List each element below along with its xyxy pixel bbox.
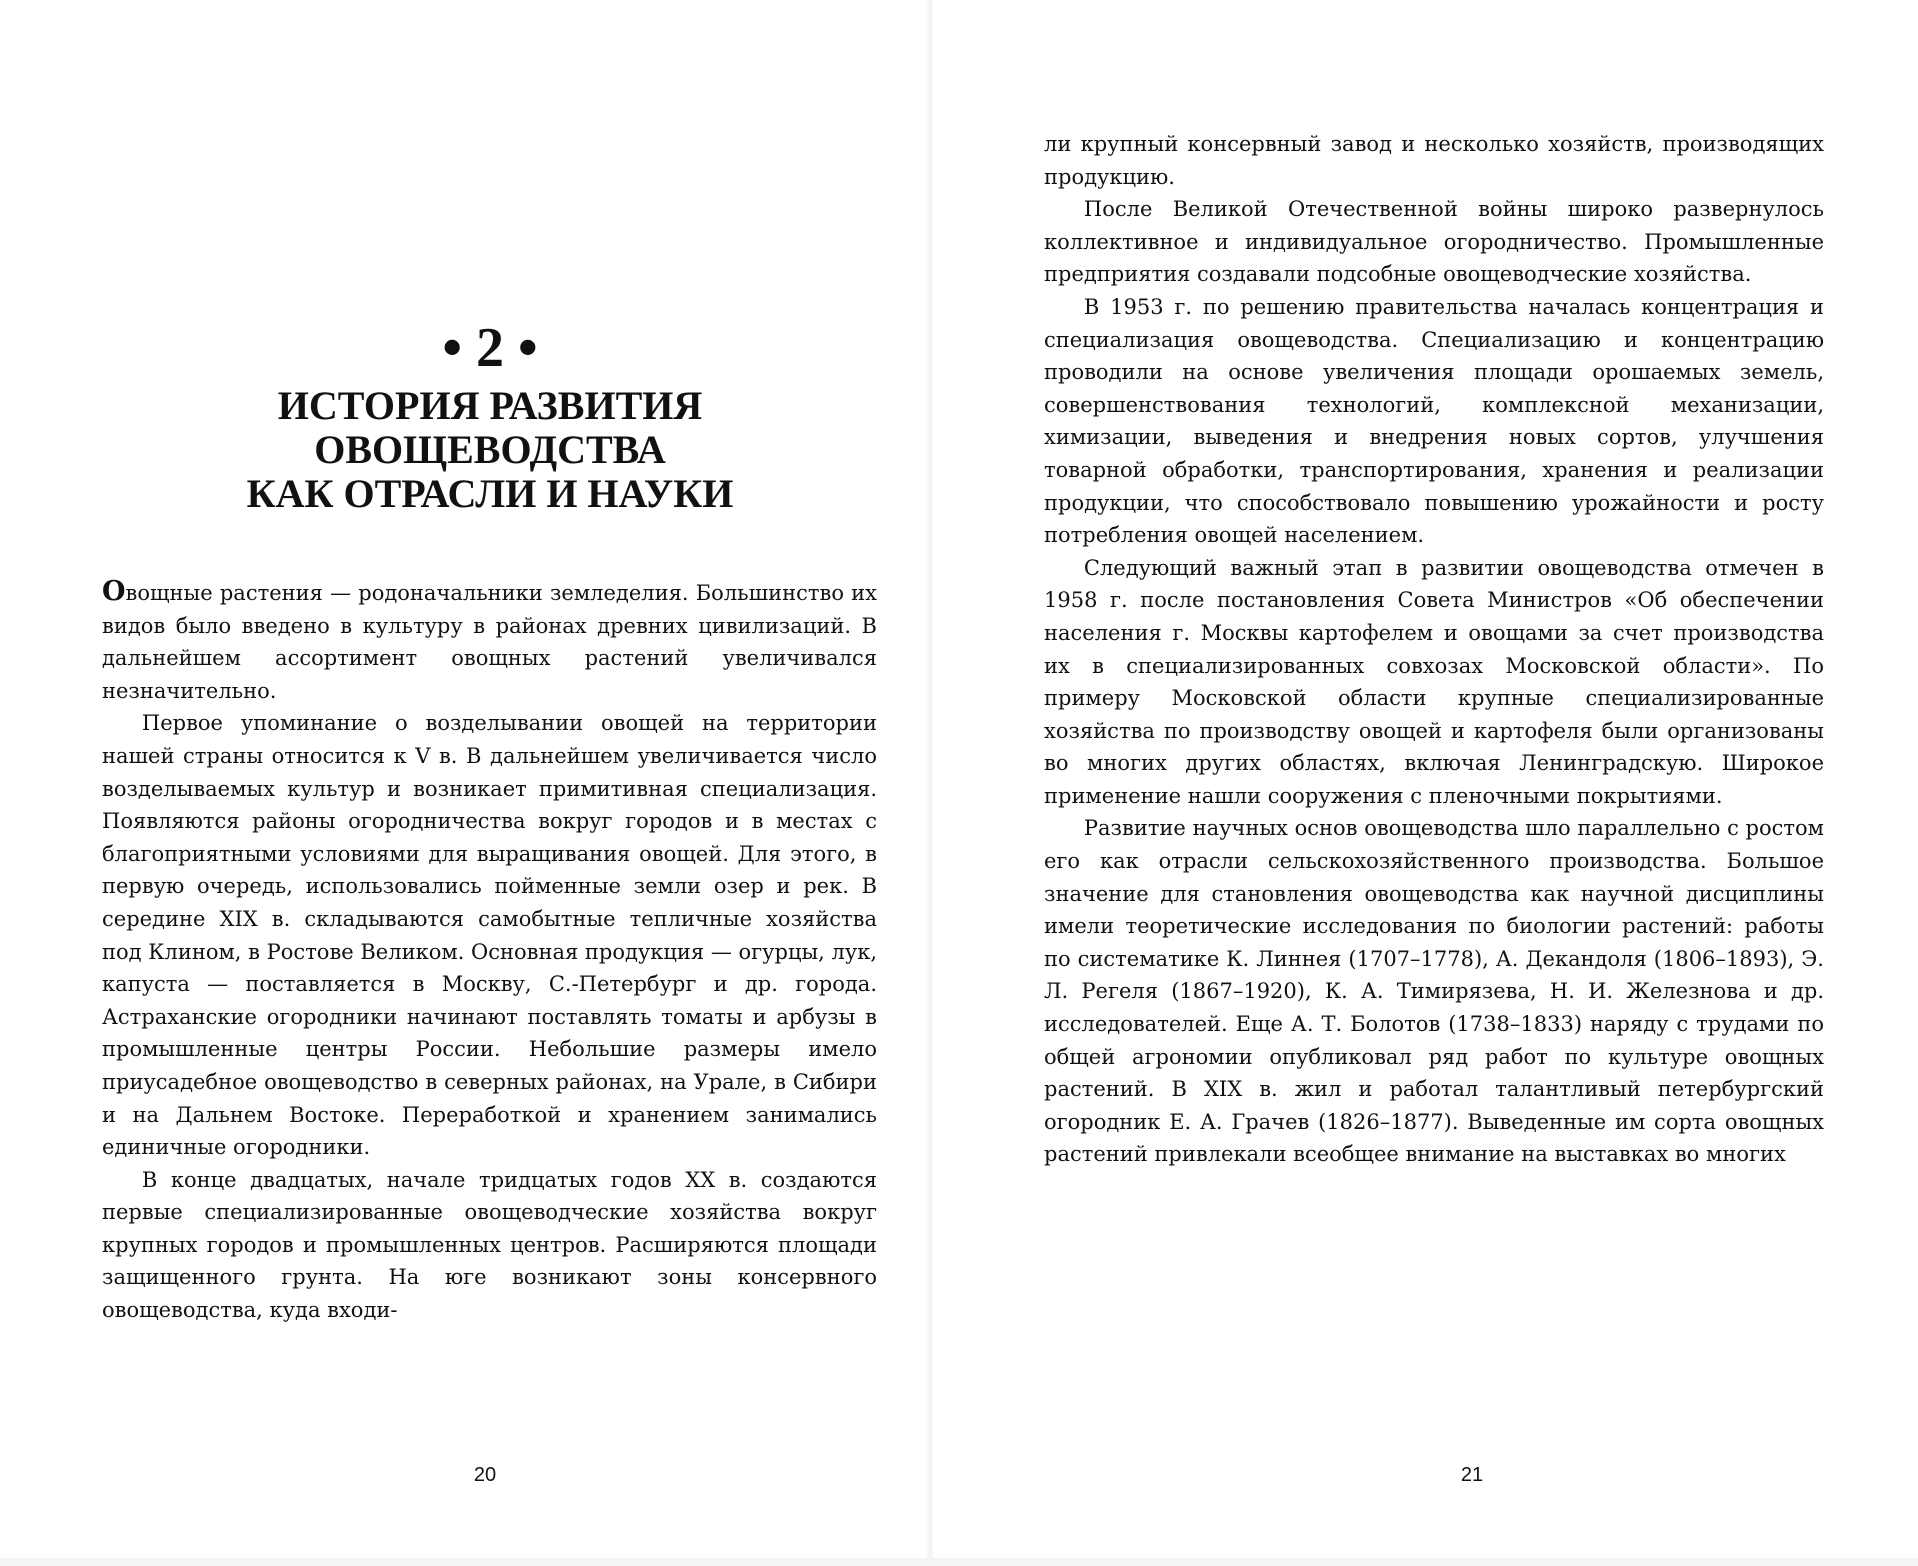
left-page [0,0,926,1566]
right-page-body [1044,128,1824,1171]
right-page [934,0,1918,1566]
left-page-body [102,576,877,1327]
chapter-title-line: КАК ОТРАСЛИ И НАУКИ [246,471,734,516]
paragraph: В 1953 г. по решению правительства началась концентрация и специализация овощеводства. Специализацию и концентрацию проводили на основе увеличения площади орошаемых земель, совершенствования технологий, комплексной механизации, химизации, выведения и внедрения новых сортов, улучшения товарной обработки, транспортирования, хранения и реализации продукции, что способствовало повышению урожайности и росту потребления овощей населением. [1044,294,1824,548]
page-number: 21 [1460,1464,1484,1486]
chapter-title [100,384,880,516]
book-gutter [926,0,934,1566]
paragraph: Развитие научных основ овощеводства шло параллельно с ростом его как отрасли сельскохозяйственного производства. Большое значение для становления овощеводства как научной дисциплины имели теоретические исследования по биологии растений: работы по систематике К. Линнея (1707–1778), А. Декандоля (1806–1893), Э. Л. Регеля (1867–1920), К. А. Тимирязева, Н. И. Железнова и др. исследователей. Еще А. Т. Болотов (1738–1833) наряду с трудами по общей агрономии опубликовал ряд работ по культуре овощных растений. В XIX в. жил и работал талантливый петербургский огородник Е. А. Грачев (1826–1877). Выведенные им сорта овощных растений привлекали всеобщее внимание на выставках во многих [1044,816,1824,1167]
chapter-number: • 2 • [442,317,538,379]
page-number: 20 [473,1464,497,1486]
drop-cap: О [102,576,126,607]
paragraph: Следующий важный этап в развитии овощеводства отмечен в 1958 г. после постановления Совета Министров «Об обеспечении населения г. Москвы картофелем и овощами за счет производства их в специализированных совхозах Московской области». По примеру Московской области крупные специализированные хозяйства по производству овощей и картофеля были организованы во многих других областях, включая Ленинградскую. Широкое применение нашли сооружения с пленочными покрытиями. [1044,555,1824,808]
paragraph: После Великой Отечественной войны широко развернулось коллективное и индивидуальное огородничество. Промышленные предприятия создавали подсобные овощеводческие хозяйства. [1044,197,1824,287]
paragraph-text: вощные растения — родоначальники земледелия. Большинство их видов было введено в культуру в районах древних цивилизаций. В дальнейшем ассортимент овощных растений увеличивался незначительно. [102,581,877,703]
paragraph: Первое упоминание о возделывании овощей на территории нашей страны относится к V в. В дальнейшем увеличивается число возделываемых культур и возникает примитивная специализация. Появляются районы огородничества вокруг городов и в местах с благоприятными условиями для выращивания овощей. Для этого, в первую очередь, использовались пойменные земли озер и рек. В середине XIX в. складываются самобытные тепличные хозяйства под Клином, в Ростове Великом. Основная продукция — огурцы, лук, капуста — поставляется в Москву, С.-Петербург и др. города. Астраханские огородники начинают поставлять томаты и арбузы в промышленные центры России. Небольшие размеры имело приусадебное овощеводство в северных районах, на Урале, в Сибири и на Дальнем Востоке. Переработкой и хранением занимались единичные огородники. [102,711,878,1160]
chapter-title-line: ОВОЩЕВОДСТВА [314,427,666,472]
paragraph: ли крупный консервный завод и несколько хозяйств, производящих продукцию. [1044,132,1824,189]
paragraph [102,576,877,707]
paragraph: В конце двадцатых, начале тридцатых годов XX в. создаются первые специализированные овощеводческие хозяйства вокруг крупных городов и промышленных центров. Расширяются площади защищенного грунта. На юге возникают зоны консервного овощеводства, куда входи- [102,1167,877,1323]
chapter-title-line: ИСТОРИЯ РАЗВИТИЯ [277,383,703,428]
